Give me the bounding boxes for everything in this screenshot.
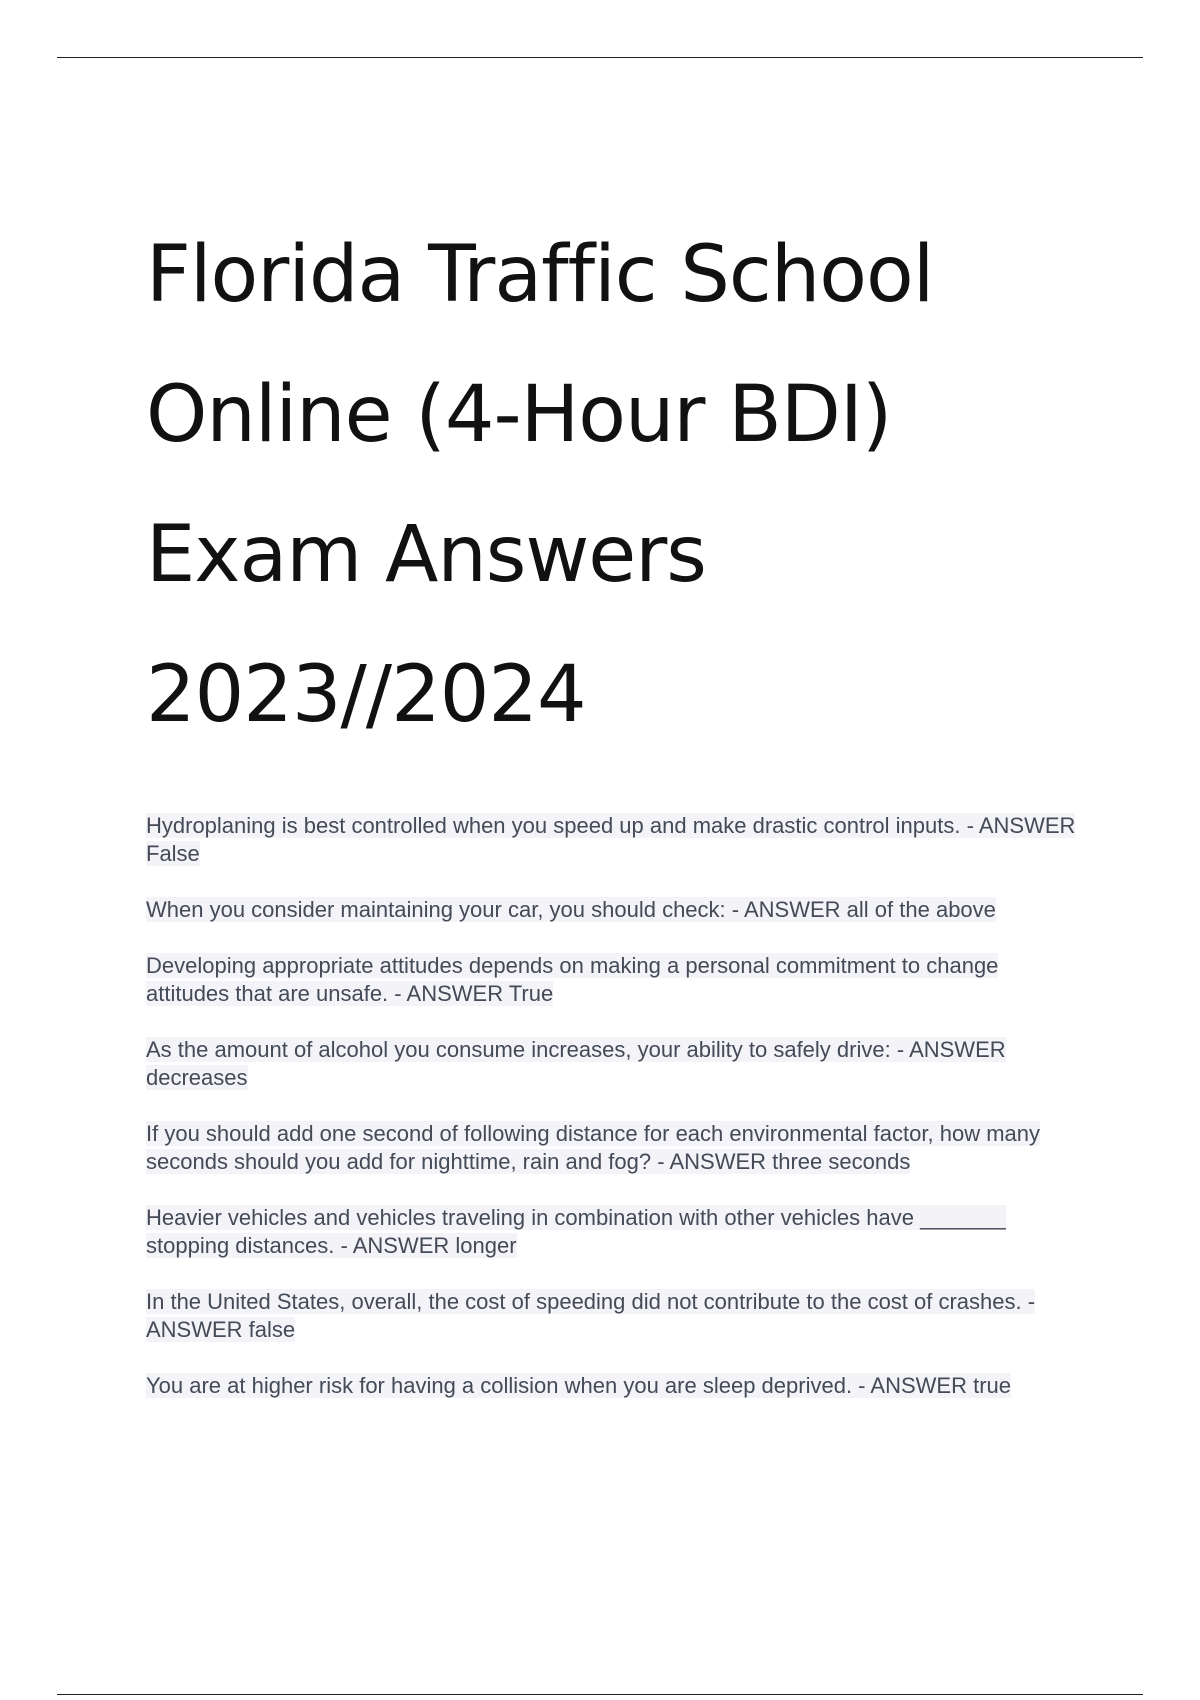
qa-item [146,1036,1086,1092]
answer-text: ANSWER three seconds [669,1149,911,1174]
answer-text: ANSWER true [870,1373,1011,1398]
document-title [146,205,1126,765]
qa-item [146,896,1086,924]
question-text: Developing appropriate attitudes depends on making a personal commitment to change attitudes that are unsafe. - [146,953,999,1006]
title-line-4: 2023//2024 [146,650,586,740]
answer-text: ANSWER False [146,813,1076,866]
answer-text: ANSWER longer [352,1233,517,1258]
answer-text: ANSWER decreases [146,1037,1006,1090]
qa-item [146,1204,1086,1260]
bottom-divider [57,1694,1143,1695]
qa-item [146,812,1086,868]
question-text: Hydroplaning is best controlled when you speed up and make drastic control inputs. - [146,813,974,838]
top-divider [57,57,1143,58]
title-line-1: Florida Traffic School [146,230,934,320]
answer-text: ANSWER True [406,981,554,1006]
title-line-2: Online (4-Hour BDI) [146,370,892,460]
question-text: As the amount of alcohol you consume increases, your ability to safely drive: - [146,1037,905,1062]
qa-item [146,1372,1086,1400]
answer-text: ANSWER all of the above [744,897,996,922]
question-text: You are at higher risk for having a collision when you are sleep deprived. - [146,1373,866,1398]
question-answer-list [146,812,1086,1428]
question-text: In the United States, overall, the cost of speeding did not contribute to the cost of crashes. - [146,1289,1036,1314]
answer-text: ANSWER false [146,1317,296,1342]
question-text: When you consider maintaining your car, you should check: - [146,897,740,922]
qa-item [146,1288,1086,1344]
question-text: Heavier vehicles and vehicles traveling in combination with other vehicles have _______ stopping distances. - [146,1205,1006,1258]
question-text: If you should add one second of following distance for each environmental factor, how many seconds should you add for nighttime, rain and fog? - [146,1121,1040,1174]
title-line-3: Exam Answers [146,510,706,600]
qa-item [146,1120,1086,1176]
qa-item [146,952,1086,1008]
